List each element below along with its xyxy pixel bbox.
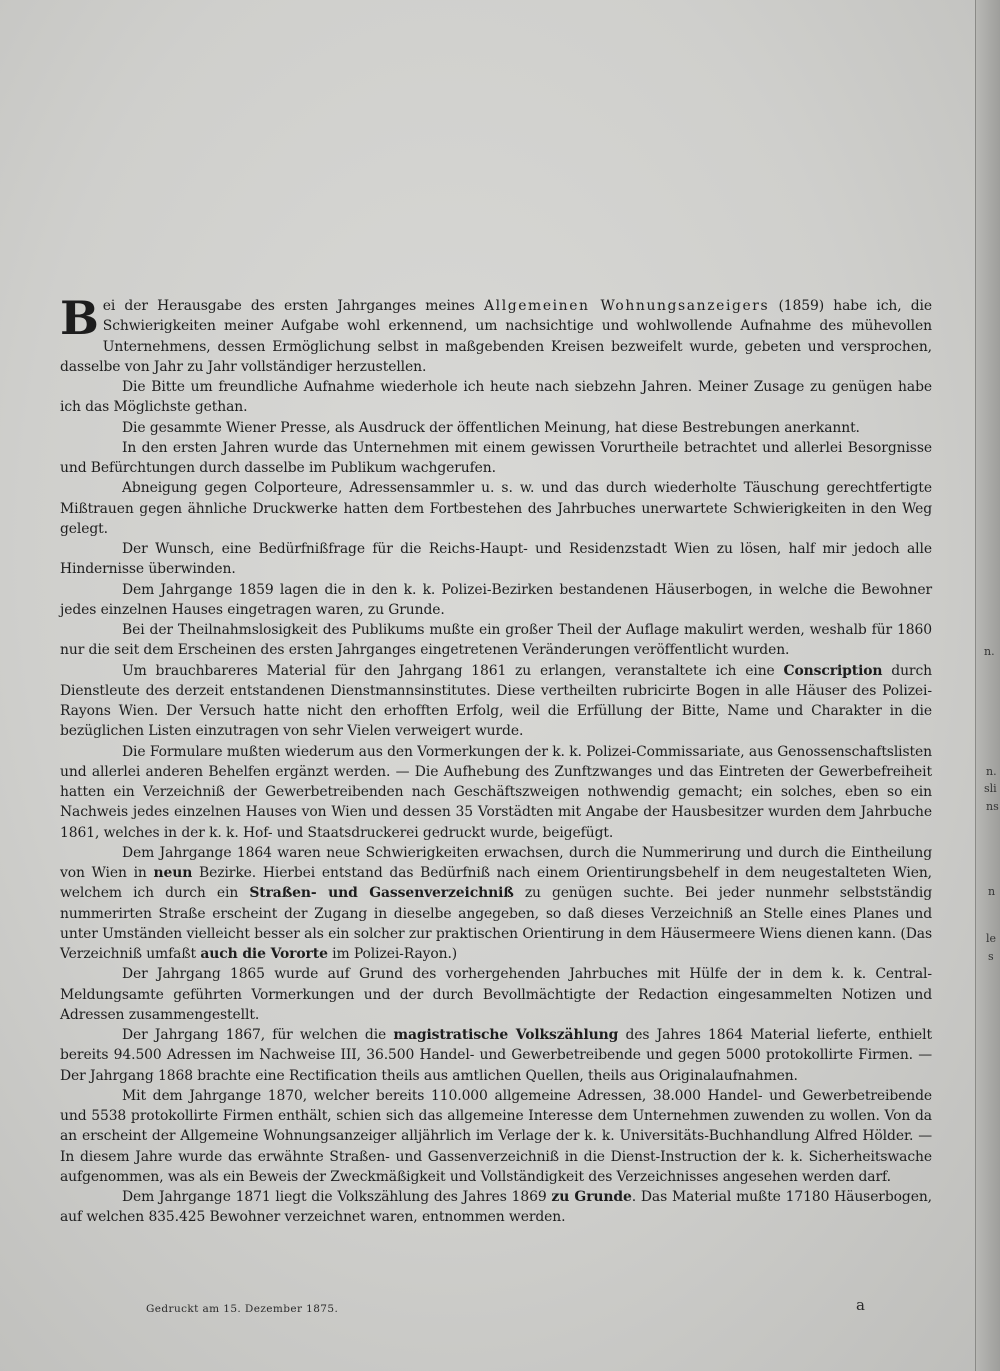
- margin-bleed-text: sli: [984, 782, 997, 795]
- paragraph-text: In den ersten Jahren wurde das Unternehmen mit einem gewissen Vorurtheile betrachtet und allerlei Besorgnisse und Befürchtungen durch dasselbe im Publikum wachgerufen.: [60, 439, 932, 476]
- paragraph: [60, 539, 932, 580]
- emphasis-text: neun: [153, 865, 193, 881]
- paragraph: [60, 1025, 932, 1086]
- emphasis-text: Straßen- und Gassenverzeichniß: [249, 885, 514, 902]
- paragraph-text: Die Formulare mußten wiederum aus den Vormerkungen der k. k. Polizei-Commissariate, aus Genossenschaftslisten und allerlei anderen Behelfen ergänzt werden. — Die Aufhebung des Zunftzwanges und das Eintreten der Gewerbefreiheit hatten ein Verzeichniß der Gewerbetreibenden nach Geschäftszweigen nothwendig gemacht; ein solches, eben so ein Nachweis jedes einzelnen Hauses von Wien und dessen 35 Vorstädten mit Angabe der Hausbesitzer wurden dem Jahrbuche 1861, welches in der k. k. Hof- und Staatsdruckerei gedruckt wurde, beigefügt.: [60, 743, 932, 841]
- paragraph-text: . Das Material mußte 17180 Häuserbogen, auf welchen 835.425 Bewohner verzeichnet waren, entnommen werden.: [60, 1189, 932, 1226]
- paragraph-text: Dem Jahrgange 1871 liegt die Volkszählung des Jahres 1869: [122, 1189, 552, 1205]
- paragraph-text: zu genügen suchte. Bei jeder nunmehr selbstständig nummerirten Straße erscheint der Zugang in dieselbe angegeben, so daß dieses Verzeichniß an Stelle eines Planes und unter Umständen vielleicht besser als ein solcher zur praktischen Orientirung in dem Häusermeere Wiens dienen kann. (Das Verzeichniß umfaßt: [60, 885, 932, 962]
- emphasis-text: Conscription: [783, 662, 883, 679]
- paragraph-text: im Polizei-Rayon.): [327, 946, 458, 962]
- drop-cap: B: [60, 291, 99, 345]
- paragraph-text: Dem Jahrgange 1864 waren neue Schwierigkeiten erwachsen, durch die Nummerirung und durch die Eintheilung von Wien in: [60, 844, 932, 881]
- emphasis-text: auch die Vororte: [200, 946, 328, 962]
- printer-imprint: Gedruckt am 15. Dezember 1875.: [146, 1303, 339, 1315]
- paragraph-text: durch Dienstleute des derzeit entstandenen Dienstmannsinstitutes. Diese vertheilten rubricirte Bogen in alle Häuser des Polizei-Rayons Wien. Der Versuch hatte nicht den erhofften Erfolg, weil die Erfüllung der Bitte, Name und Charakter in die bezüglichen Listen einzutragen von sehr Vielen verweigert wurde.: [60, 662, 932, 740]
- paragraph-text: Bei der Theilnahmslosigkeit des Publikums mußte ein großer Theil der Auflage makulirt werden, weshalb für 1860 nur die seit dem Erscheinen des ersten Jahrganges eingetretenen Veränderungen veröffentlicht wurden.: [60, 622, 932, 659]
- paragraph-text: Dem Jahrgange 1859 lagen die in den k. k. Polizei-Bezirken bestandenen Häuserbogen, in welche die Bewohner jedes einzelnen Hauses eingetragen waren, zu Grunde.: [60, 581, 932, 618]
- emphasis-text: magistratische Volkszählung: [393, 1027, 619, 1043]
- paragraph: [60, 742, 932, 843]
- paragraph-text: Die Bitte um freundliche Aufnahme wiederhole ich heute nach siebzehn Jahren. Meiner Zusage zu genügen habe ich das Möglichste gethan.: [60, 379, 932, 416]
- paragraph-text: Abneigung gegen Colporteure, Adressensammler u. s. w. und das durch wiederholte Täuschung gerechtfertigte Mißtrauen gegen ähnliche Druckwerke hatten dem Fortbestehen des Jahrbuches unerwartete Schwierigkeiten in den Weg gelegt.: [60, 480, 932, 537]
- paragraph-text: Der Wunsch, eine Bedürfnißfrage für die Reichs-Haupt- und Residenzstadt Wien zu lösen, half mir jedoch alle Hindernisse überwinden.: [60, 541, 932, 578]
- paragraph-text: Mit dem Jahrgange 1870, welcher bereits 110.000 allgemeine Adressen, 38.000 Handel- und Gewerbetreibende und 5538 protokollirte Firmen enthält, schien sich das allgemeine Interesse dem Unternehmen zuwenden zu wollen. Von da an erscheint der Allgemeine Wohnungsanzeiger alljährlich im Verlage der k. k. Universitäts-Buchhandlung Alfred Hölder. — In diesem Jahre wurde das erwähnte Straßen- und Gassenverzeichniß in die Dienst-Instruction der k. k. Sicherheitswache aufgenommen, was als ein Beweis der Zweckmäßigkeit und Vollständigkeit des Verzeichnisses angesehen werden darf.: [60, 1087, 932, 1185]
- publication-title: Allgemeinen Wohnungsanzeigers: [484, 298, 770, 314]
- paragraph: [60, 620, 932, 661]
- margin-bleed-text: n.: [986, 765, 997, 778]
- margin-bleed-text: ns: [986, 800, 999, 813]
- signature-mark: a: [856, 1296, 865, 1314]
- margin-bleed-text: s: [988, 950, 994, 963]
- paragraph-text: Der Jahrgang 1867, für welchen die: [122, 1027, 394, 1043]
- emphasis-text: zu Grunde: [551, 1189, 632, 1205]
- paragraph: [60, 580, 932, 621]
- paragraph-text: ei der Herausgabe des ersten Jahrganges meines: [102, 298, 485, 314]
- paragraph-text: Um brauchbareres Material für den Jahrgang 1861 zu erlangen, veranstaltete ich eine: [122, 662, 784, 679]
- paragraph-text: des Jahres 1864 Material lieferte, enthielt bereits 94.500 Adressen im Nachweise III, 36.500 Handel- und Gewerbetreibende und gegen 5000 protokollirte Firmen. — Der Jahrgang 1868 brachte eine Rectification theils aus amtlichen Quellen, theils aus Originalaufnahmen.: [60, 1027, 932, 1084]
- paragraph: [60, 418, 932, 438]
- preface-body: [60, 291, 932, 1228]
- paragraph-text: Die gesammte Wiener Presse, als Ausdruck der öffentlichen Meinung, hat diese Bestrebungen anerkannt.: [122, 419, 860, 436]
- paragraph: [60, 478, 932, 539]
- margin-bleed-text: n.: [984, 645, 995, 658]
- paragraph: [60, 438, 932, 479]
- paragraph: [60, 291, 932, 377]
- paragraph: [60, 843, 932, 965]
- paragraph-text: (1859) habe ich, die Schwierigkeiten meiner Aufgabe wohl erkennend, um nachsichtige und wohlwollende Aufnahme des mühevollen Unternehmens, dessen Ermöglichung selbst in maßgebenden Kreisen bezweifelt wurde, gebeten und versprochen, dasselbe von Jahr zu Jahr vollständiger herzustellen.: [60, 298, 932, 375]
- paragraph: [60, 377, 932, 418]
- page-edge-shadow: [975, 0, 1000, 1371]
- paragraph-text: Bezirke. Hierbei entstand das Bedürfniß nach einem Orientirungsbehelf in dem neugestalteten Wien, welchem ich durch ein: [60, 865, 932, 902]
- paragraph: [60, 1086, 932, 1187]
- paragraph: [60, 1187, 932, 1228]
- margin-bleed-text: n: [988, 885, 996, 898]
- paragraph-text: Der Jahrgang 1865 wurde auf Grund des vorhergehenden Jahrbuches mit Hülfe der in dem k. k. Central-Meldungsamte geführten Vormerkungen und der durch Bevollmächtigte der Redaction eingesammelten Notizen und Adressen zusammengestellt.: [60, 966, 932, 1023]
- paragraph: [60, 964, 932, 1025]
- margin-bleed-text: le: [986, 932, 997, 945]
- paragraph: [60, 661, 932, 742]
